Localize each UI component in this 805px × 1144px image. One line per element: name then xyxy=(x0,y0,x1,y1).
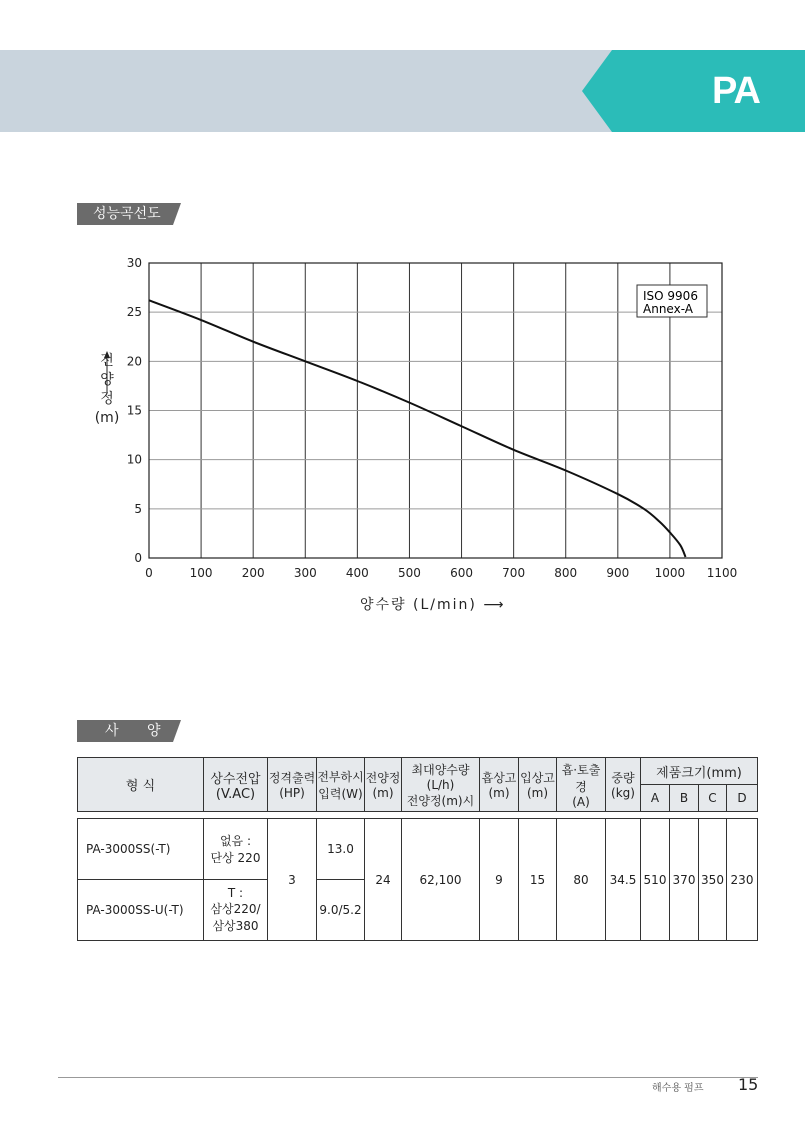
section-label-spec: 사 양 xyxy=(77,720,173,742)
header-input: 전부하시 입력(W) xyxy=(317,758,365,812)
x-tick-label: 700 xyxy=(502,566,526,580)
cell-weight: 34.5 xyxy=(606,819,641,941)
cell-max-flow: 62,100 xyxy=(402,819,480,941)
header-max-flow: 최대양수량(L/h) 전양정(m)시 xyxy=(402,758,480,812)
cell-size-b: 370 xyxy=(670,819,699,941)
cell-pushing: 15 xyxy=(519,819,557,941)
header-head: 전양정 (m) xyxy=(365,758,402,812)
x-tick-label: 0 xyxy=(145,566,153,580)
y-tick-label: 15 xyxy=(126,403,142,418)
x-tick-label: 200 xyxy=(241,566,265,580)
spec-table xyxy=(77,757,758,941)
header-output: 정격출력 (HP) xyxy=(268,758,317,812)
header-size-c: C xyxy=(699,785,727,812)
cell-voltage: T : 삼상220/ 삼상380 xyxy=(204,880,268,941)
x-tick-label: 400 xyxy=(345,566,369,580)
grid-horizontal xyxy=(149,263,722,558)
y-tick-label: 5 xyxy=(134,501,142,516)
header-voltage: 상수전압 (V.AC) xyxy=(204,758,268,812)
cell-input: 9.0/5.2 xyxy=(317,880,365,941)
cell-size-a: 510 xyxy=(641,819,670,941)
y-label-char: 정 xyxy=(100,391,114,407)
cell-size-c: 350 xyxy=(699,819,727,941)
header-weight: 중량 (kg) xyxy=(606,758,641,812)
y-tick-labels xyxy=(127,256,142,565)
cell-suction: 9 xyxy=(480,819,519,941)
cell-voltage: 없음 : 단상 220 xyxy=(204,819,268,880)
header-pushing: 입상고 (m) xyxy=(519,758,557,812)
y-tick-label: 30 xyxy=(126,256,142,270)
table-gap xyxy=(78,812,758,819)
header-size-a: A xyxy=(641,785,670,812)
y-axis-label xyxy=(92,352,122,428)
cell-head: 24 xyxy=(365,819,402,941)
annotation-line-2: Annex-A xyxy=(643,302,693,316)
cell-model: PA-3000SS(-T) xyxy=(78,819,204,880)
y-tick-label: 20 xyxy=(126,354,142,369)
header-size-b: B xyxy=(670,785,699,812)
x-tick-label: 1000 xyxy=(654,566,686,580)
cell-diameter: 80 xyxy=(557,819,606,941)
x-tick-label: 900 xyxy=(606,566,630,580)
page-number: 15 xyxy=(738,1075,759,1094)
y-label-char: 전 xyxy=(100,353,114,369)
x-axis-label: 양수량 (L/min) ⟶ xyxy=(360,597,506,613)
header-diameter: 흡·토출경 (A) xyxy=(557,758,606,812)
header-size: 제품크기(mm) xyxy=(641,758,758,785)
header-suction: 흡상고 (m) xyxy=(480,758,519,812)
y-tick-label: 25 xyxy=(126,305,142,320)
x-tick-label: 300 xyxy=(293,566,317,580)
table-row xyxy=(78,819,758,880)
x-tick-labels xyxy=(145,566,737,580)
footer-divider xyxy=(58,1077,758,1078)
cell-model: PA-3000SS-U(-T) xyxy=(78,880,204,941)
footer-label: 해수용 펌프 xyxy=(652,1083,704,1094)
series-line-pa3000ss xyxy=(149,300,686,557)
header-model: 형 식 xyxy=(78,758,204,812)
header-size-d: D xyxy=(727,785,758,812)
cell-output: 3 xyxy=(268,819,317,941)
cell-input: 13.0 xyxy=(317,819,365,880)
cell-size-d: 230 xyxy=(727,819,758,941)
x-tick-label: 500 xyxy=(398,566,421,580)
x-tick-label: 1100 xyxy=(706,566,738,580)
y-tick-label: 0 xyxy=(134,551,142,565)
y-tick-label: 10 xyxy=(126,452,142,467)
section-label-curve: 성능곡선도 xyxy=(77,203,173,225)
annotation-line-1: ISO 9906 xyxy=(643,289,698,303)
y-label-char: (m) xyxy=(94,410,120,426)
x-tick-label: 600 xyxy=(450,566,473,580)
x-tick-label: 800 xyxy=(554,566,578,580)
y-label-char: 양 xyxy=(100,372,114,388)
x-tick-label: 100 xyxy=(189,566,213,580)
header-code: PA xyxy=(712,70,760,112)
